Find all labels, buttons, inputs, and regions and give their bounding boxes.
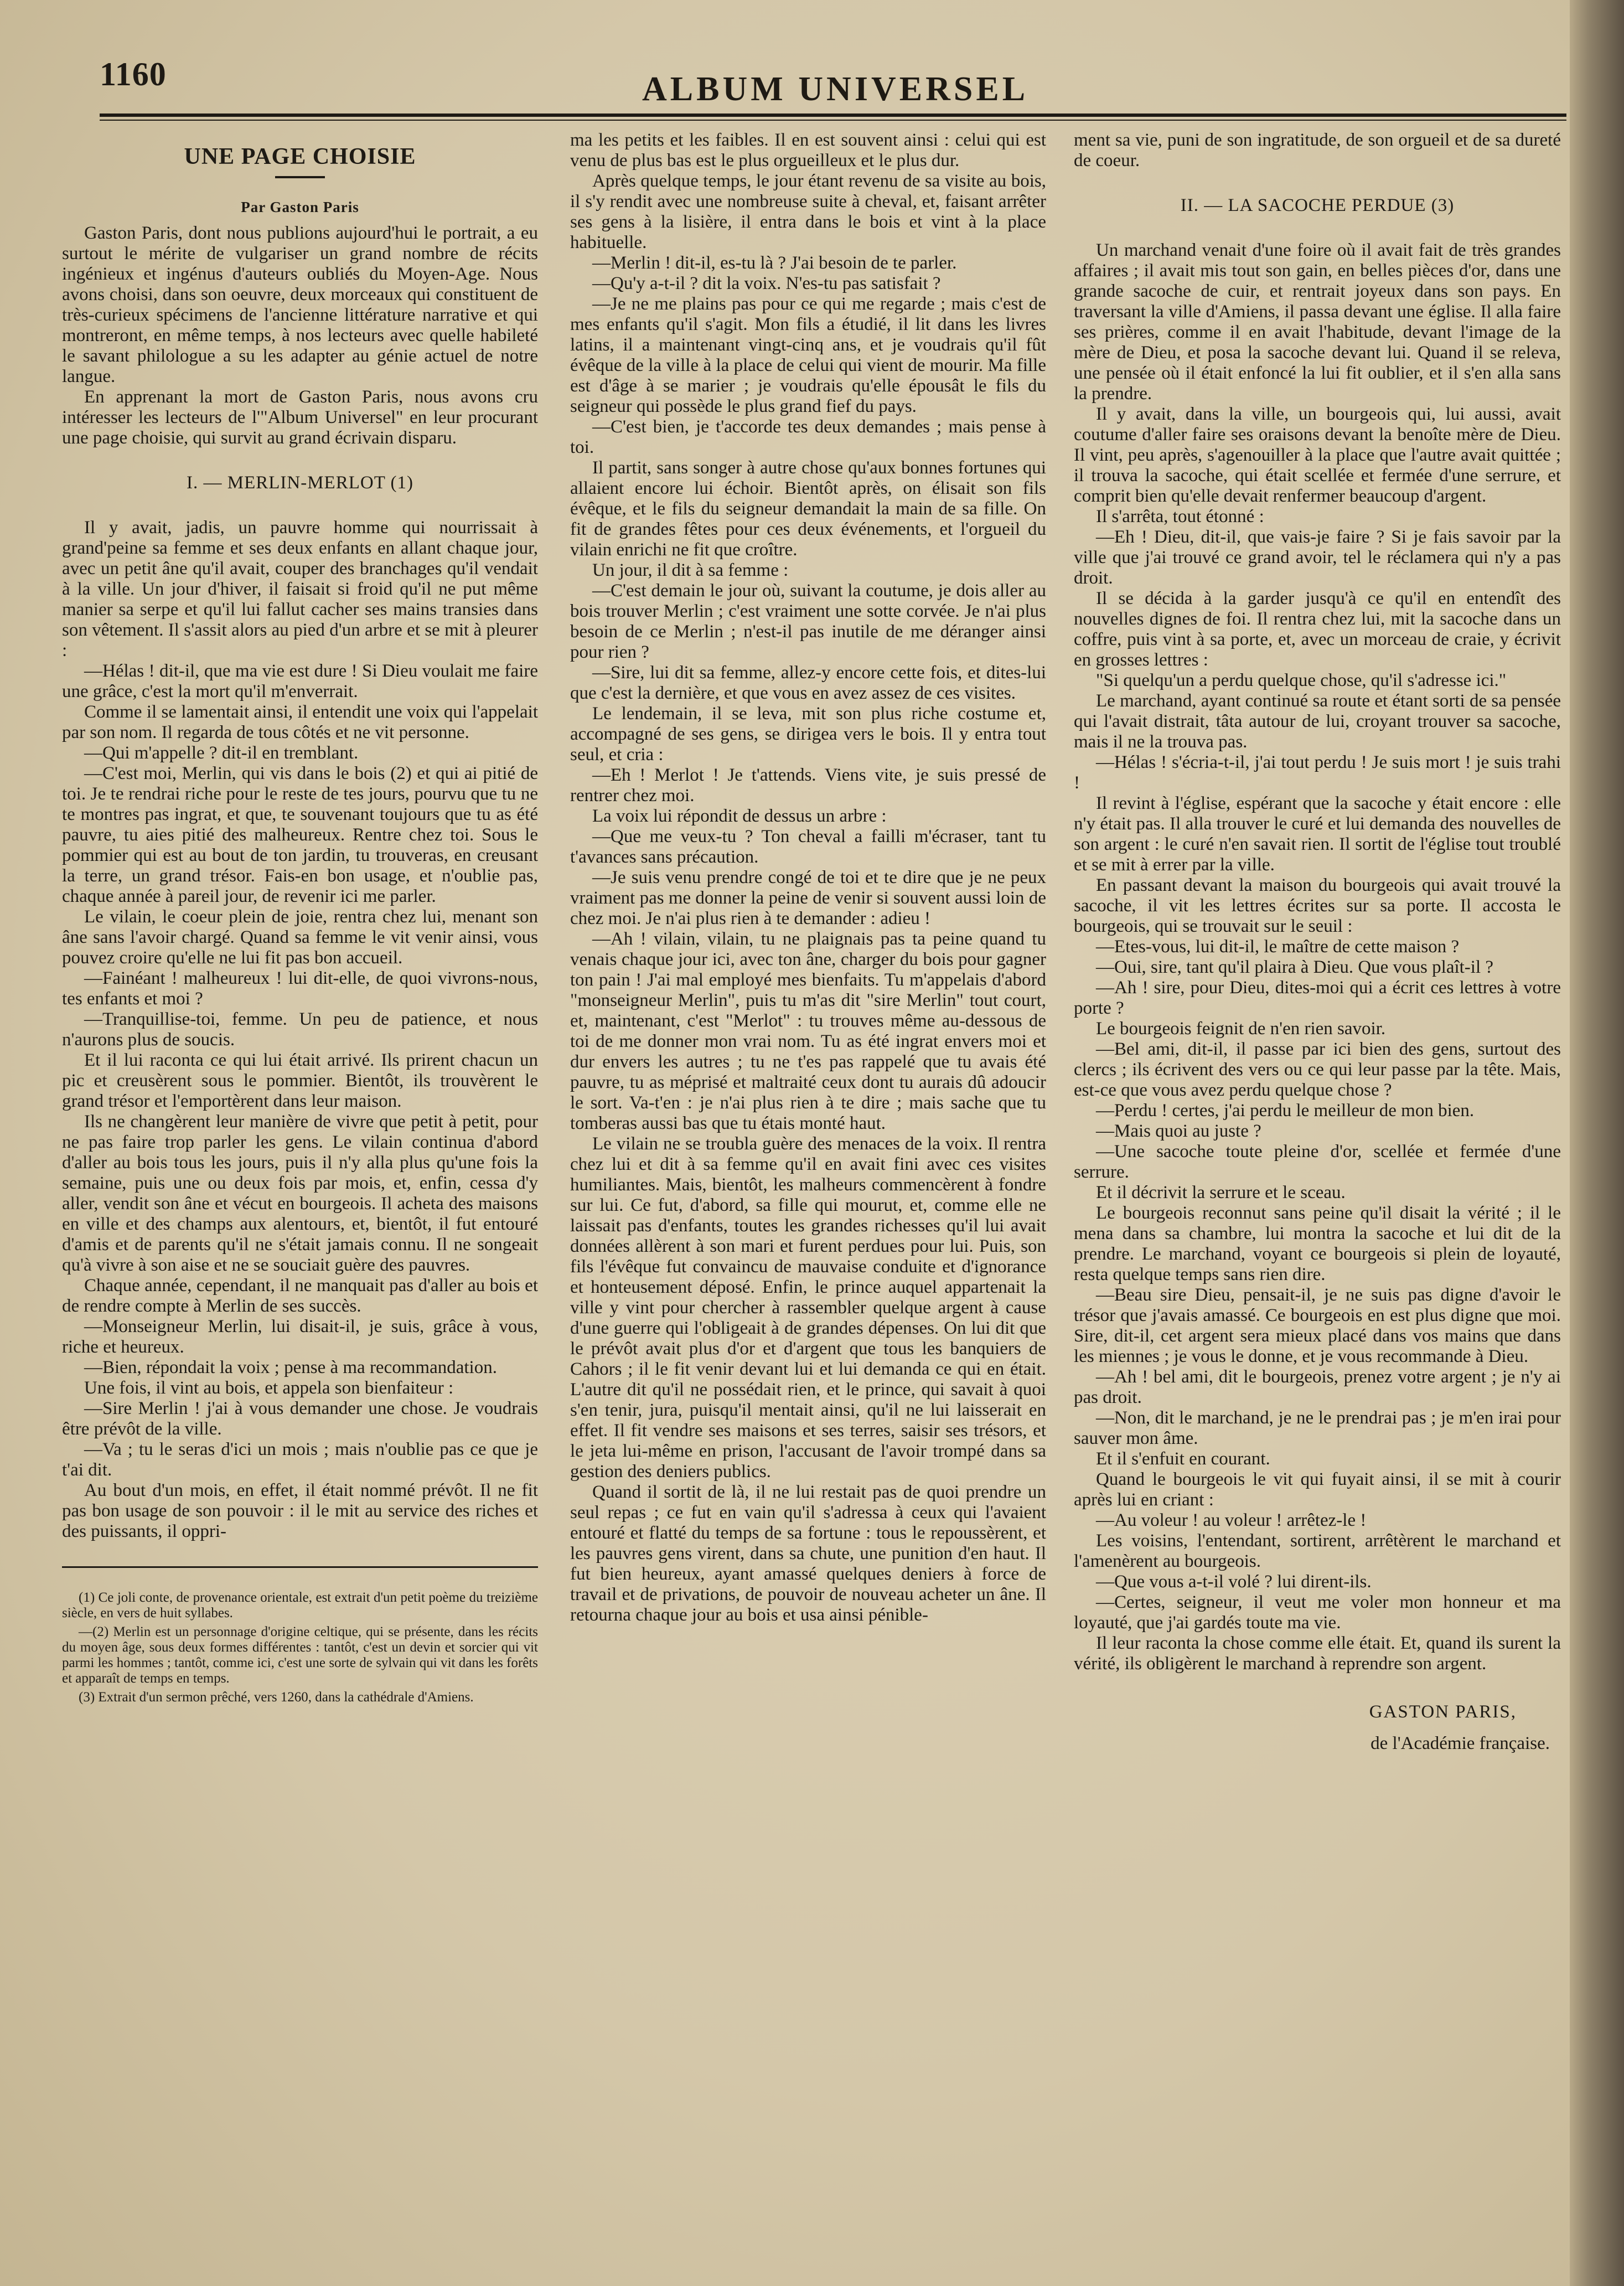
header-rule-thick [100, 113, 1566, 117]
section-title-merlin: I. — MERLIN-MERLOT (1) [186, 473, 413, 493]
paragraph: —Qui m'appelle ? dit-il en tremblant. [84, 743, 359, 763]
paragraph: Au bout d'un mois, en effet, il était nommé prévôt. Il ne fit pas bon usage de son pouvoir : il le mit au service des riches et des puissants, il oppri- [62, 1480, 538, 1541]
paragraph: Un marchand venait d'une foire où il avait fait de très grandes affaires ; il avait mis tout son gain, en belles pièces d'or, dans une grande sacoche de cuir, et rentrait joyeux dans son pays. En traversant la ville d'Amiens, il passa devant une église. Il alla faire ses prières, comme il en avait l'habitude, devant l'image de la mère de Dieu, et posa la sacoche devant lui. Quand il se releva, une pensée où il était enfoncé la lui fit oublier, et il s'en alla sans la prendre. [1074, 240, 1561, 404]
paragraph: —Je ne me plains pas pour ce qui me regarde ; mais c'est de mes enfants qu'il s'agit. Mon fils a étudié, il lit dans les livres latins, il a maintenant vingt-cinq ans, et je voudrais qu'il fût évêque de la ville à la place de celui qui vient de mourir. Ma fille est d'âge à se marier ; je voudrais qu'elle épousât le fils du seigneur qui possède le plus grand fief du pays. [570, 294, 1046, 416]
paragraph: Le vilain ne se troubla guère des menaces de la voix. Il rentra chez lui et dit à sa femme qu'il en avait fini avec ces visites humiliantes. Mais, bientôt, les malheurs commencèrent à fondre sur lui. Ce fut, d'abord, sa fille qui mourut, et, comme elle ne laissait pas d'enfants, toutes les grandes richesses qu'il lui avait données allèrent à son mari et furent perdues pour lui. Puis, son fils l'évêque fut convaincu de mauvaise conduite et d'ignorance et honteusement déposé. Enfin, le prince auquel appartenait la ville y vint pour chercher à rassembler quelque argent à cause d'une guerre qui l'obligeait à de grandes dépenses. On lui dit que le prévôt avait plus d'or et d'argent que tous les banquiers de Cahors ; il le fit venir devant lui et lui demanda ce qui en était. L'autre dit qu'il ne possédait rien, et le prince, qui savait à quoi s'en tenir, jura, puisqu'il mentait ainsi, qu'il ne lui laisserait en effet. Il fit vendre ses maisons et ses terres, saisir ses trésors, et le jeta lui-même en prison, l'accusant de l'avoir trompé dans sa gestion des deniers publics. [570, 1134, 1046, 1482]
header-rule-thin [100, 120, 1566, 121]
paragraph: Et il décrivit la serrure et le sceau. [1096, 1183, 1346, 1203]
paragraph: Gaston Paris, dont nous publions aujourd'hui le portrait, a eu surtout le mérite de vulgariser un grand nombre de récits ingénieux et ingénus d'auteurs oubliés du Moyen-Age. Nous avons choisi, dans son oeuvre, deux morceaux qui constituent de très-curieux spécimens de l'ancienne littérature narrative et qui montreront, en même temps, à nos lecteurs avec quelle habileté le savant philologue a su les adapter au génie actuel de notre langue. [62, 223, 538, 386]
paragraph: Un jour, il dit à sa femme : [592, 560, 789, 580]
paragraph: Il leur raconta la chose comme elle était. Et, quand ils surent la vérité, ils obligèrent le marchand à reprendre son argent. [1074, 1633, 1561, 1674]
paragraph: Comme il se lamentait ainsi, il entendit une voix qui l'appelait par son nom. Il regarda de tous côtés et ne vit personne. [62, 702, 538, 742]
paragraph: —Ah ! bel ami, dit le bourgeois, prenez votre argent ; je n'y ai pas droit. [1074, 1367, 1561, 1407]
paragraph: Le bourgeois feignit de n'en rien savoir. [1096, 1019, 1386, 1039]
paragraph: ment sa vie, puni de son ingratitude, de son orgueil et de sa dureté de coeur. [1074, 130, 1561, 171]
paragraph: Après quelque temps, le jour étant revenu de sa visite au bois, il s'y rendit avec une nombreuse suite à cheval, et, faisant arrêter ses gens à la lisière, il entra dans le bois et vint à la place habituelle. [570, 171, 1046, 252]
paragraph: Le lendemain, il se leva, mit son plus riche costume et, accompagné de ses gens, se dirigea vers le bois. Il y entra tout seul, et cria : [570, 704, 1046, 765]
paragraph: Les voisins, l'entendant, sortirent, arrêtèrent le marchand et l'amenèrent au bourgeois. [1074, 1531, 1561, 1571]
paragraph: —Qu'y a-t-il ? dit la voix. N'es-tu pas satisfait ? [592, 274, 941, 293]
byline: Par Gaston Paris [241, 199, 359, 215]
paragraph: —Bien, répondait la voix ; pense à ma recommandation. [84, 1358, 497, 1377]
paragraph: —Sire, lui dit sa femme, allez-y encore cette fois, et dites-lui que c'est la dernière, et que vous en avez assez de ces visites. [570, 663, 1046, 703]
paragraph: —Etes-vous, lui dit-il, le maître de cette maison ? [1096, 937, 1460, 957]
paragraph: —(2) Merlin est un personnage d'origine celtique, qui se présente, dans les récits du moyen âge, sous deux formes différentes : tantôt, c'est un devin et sorcier qui vit parmi les hommes ; tantôt, comme ici, c'est une sorte de sylvain qui vit dans les forêts et apparaît de temps en temps. [62, 1624, 538, 1686]
paragraph: Et il s'enfuit en courant. [1096, 1449, 1270, 1469]
paragraph: Il y avait, dans la ville, un bourgeois qui, lui aussi, avait coutume d'aller faire ses oraisons devant la benoîte mère de Dieu. Il vint, peu après, s'agenouiller à la place que l'autre avait quittée ; il trouva la sacoche, qui était scellée et fermée d'une serrure, et comprit bien qu'elle devait renfermer beaucoup d'argent. [1074, 404, 1561, 506]
column-3 [1074, 130, 1561, 1754]
section-title-sacoche: II. — LA SACOCHE PERDUE (3) [1180, 195, 1455, 215]
paragraph: —Beau sire Dieu, pensait-il, je ne suis pas digne d'avoir le trésor que j'avais amassé. Ce bourgeois en est plus digne que moi. Sire, dit-il, cet argent sera mieux placé dans vos mains que dans les miennes ; je vous le donne, et je vous recommande à Dieu. [1074, 1285, 1561, 1366]
paragraph: —Fainéant ! malheureux ! lui dit-elle, de quoi vivrons-nous, tes enfants et moi ? [62, 968, 538, 1009]
journal-title: ALBUM UNIVERSEL [642, 70, 1029, 108]
paragraph: —Hélas ! dit-il, que ma vie est dure ! Si Dieu voulait me faire une grâce, c'est la mort qu'il m'enverrait. [62, 661, 538, 701]
paragraph: Il se décida à la garder jusqu'à ce qu'il en entendît des nouvelles dignes de foi. Il rentra chez lui, mit la sacoche dans un coffre, puis vint à sa porte, et, avec un morceau de craie, y écrivit en grosses lettres : [1074, 589, 1561, 670]
paragraph: Quand le bourgeois le vit qui fuyait ainsi, il se mit à courir après lui en criant : [1074, 1469, 1561, 1510]
paragraph: —Non, dit le marchand, je ne le prendrai pas ; je m'en irai pour sauver mon âme. [1074, 1408, 1561, 1448]
paragraph: —Va ; tu le seras d'ici un mois ; mais n'oublie pas ce que je t'ai dit. [62, 1439, 538, 1480]
paragraph: —Ah ! vilain, vilain, tu ne plaignais pas ta peine quand tu venais chaque jour ici, avec ton âne, charger du bois pour gagner ton pain ! J'ai mal employé mes bienfaits. Tu m'appelais d'abord "monseigneur Merlin", puis tu m'as dit "sire Merlin" tout court, et, maintenant, c'est "Merlot" : tu trouves même au-dessous de toi de me donner mon vrai nom. Tu as été ingrat envers moi et dur envers les autres ; tu ne t'es pas rappelé que tu avais été pauvre, tu as méprisé et maltraité ceux dont tu aurais dû adoucir le sort. Va-t'en : je n'ai plus rien à te dire ; mais sache que tu tomberas aussi bas que tu étais monté haut. [570, 929, 1046, 1133]
paragraph: La voix lui répondit de dessus un arbre : [592, 806, 887, 826]
paragraph: —Ah ! sire, pour Dieu, dites-moi qui a écrit ces lettres à votre porte ? [1074, 978, 1561, 1018]
paragraph: —Monseigneur Merlin, lui disait-il, je suis, grâce à vous, riche et heureux. [62, 1317, 538, 1357]
paragraph: —C'est moi, Merlin, qui vis dans le bois (2) et qui ai pitié de toi. Je te rendrai riche pour le reste de tes jours, pourvu que tu ne te montres pas ingrat, et que, te souvenant toujours que tu as été pauvre, tu aies pitié des malheureux. Rentre chez toi. Sous le pommier qui est au bout de ton jardin, tu trouveras, en creusant la terre, un grand trésor. Fais-en bon usage, et n'oublie pas, chaque année à pareil jour, de revenir ici me parler. [62, 763, 538, 906]
paragraph: —Sire Merlin ! j'ai à vous demander une chose. Je voudrais être prévôt de la ville. [62, 1399, 538, 1439]
paragraph: Le vilain, le coeur plein de joie, rentra chez lui, menant son âne sans l'avoir chargé. Quand sa femme le vit venir ainsi, vous pouvez croire qu'elle ne lui fit pas bon accueil. [62, 907, 538, 968]
story-merlin-part2 [570, 130, 1046, 1626]
story-merlin-part1 [62, 518, 538, 1542]
page-number: 1160 [100, 56, 167, 92]
paragraph: —Au voleur ! au voleur ! arrêtez-le ! [1096, 1510, 1367, 1530]
column-1 [62, 130, 538, 1709]
article-title: UNE PAGE CHOISIE [184, 144, 416, 169]
paragraph: (1) Ce joli conte, de provenance orientale, est extrait d'un petit poème du treizième siècle, en vers de huit syllabes. [62, 1590, 538, 1621]
paragraph: Ils ne changèrent leur manière de vivre que petit à petit, pour ne pas faire trop parler les gens. Le vilain continua d'abord d'aller au bois tous les jours, puis il n'y alla plus qu'une fois la semaine, puis une ou deux fois par mois, et, enfin, cessa d'y aller, vendit son âne et vécut en bourgeois. Il acheta des maisons en ville et des champs aux alentours, et, bientôt, il fut entouré d'amis et de parents qu'il ne s'était jamais connu. Il ne songeait qu'à vivre à son aise et ne se souciait guère des pauvres. [62, 1112, 538, 1275]
story-sacoche [1074, 240, 1561, 1674]
signature [1074, 1702, 1561, 1754]
author-affiliation: de l'Académie française. [1370, 1733, 1550, 1753]
paragraph: —C'est bien, je t'accorde tes deux demandes ; mais pense à toi. [570, 417, 1046, 457]
paragraph: Il partit, sans songer à autre chose qu'aux bonnes fortunes qui allaient encore lui échoir. Bientôt après, on élisait son fils évêque, et le fils du seigneur demandait la main de sa fille. On fit de grandes fêtes pour ces deux événements, et l'orgueil du vilain enrichi ne fit que croître. [570, 458, 1046, 560]
paragraph: —C'est demain le jour où, suivant la coutume, je dois aller au bois trouver Merlin ; c'est vraiment une sotte corvée. Je n'ai plus besoin de ce Merlin ; n'est-il pas inutile de me déranger ainsi pour rien ? [570, 581, 1046, 662]
paragraph: Il s'arrêta, tout étonné : [1096, 507, 1264, 527]
paragraph: —Oui, sire, tant qu'il plaira à Dieu. Que vous plaît-il ? [1096, 957, 1494, 977]
intro-paragraphs [62, 223, 538, 448]
page-edge-shadow [1570, 0, 1624, 2286]
paragraph: Le marchand, ayant continué sa route et étant sorti de sa pensée qui l'avait distrait, tâta autour de lui, croyant trouver sa sacoche, mais il ne la trouva pas. [1074, 691, 1561, 752]
paragraph: —Merlin ! dit-il, es-tu là ? J'ai besoin de te parler. [592, 253, 957, 273]
paragraph: —Que me veux-tu ? Ton cheval a failli m'écraser, tant tu t'avances sans précaution. [570, 827, 1046, 867]
paragraph: —Que vous a-t-il volé ? lui dirent-ils. [1096, 1572, 1372, 1592]
paragraph: Il revint à l'église, espérant que la sacoche y était encore : elle n'y était pas. Il alla trouver le curé et lui demanda des nouvelles de son argent : le curé n'en savait rien. Il sortit de l'église tout troublé et se mit à errer par la ville. [1074, 793, 1561, 875]
title-divider [275, 176, 325, 178]
paragraph: —Perdu ! certes, j'ai perdu le meilleur de mon bien. [1096, 1101, 1475, 1121]
paragraph: Le bourgeois reconnut sans peine qu'il disait la vérité ; il le mena dans sa chambre, lui montra la sacoche et lui dit de la prendre. Le marchand, voyant ce bourgeois si plein de loyauté, resta quelque temps sans rien dire. [1074, 1203, 1561, 1284]
story-merlin-ending [1074, 130, 1561, 171]
paragraph: —Mais quoi au juste ? [1096, 1121, 1261, 1141]
paragraph: —Certes, seigneur, il veut me voler mon honneur et ma loyauté, que j'ai gardés toute ma vie. [1074, 1592, 1561, 1633]
paragraph: —Tranquillise-toi, femme. Un peu de patience, et nous n'aurons plus de soucis. [62, 1009, 538, 1050]
paragraph: —Je suis venu prendre congé de toi et te dire que je ne peux vraiment pas me donner la peine de venir si souvent aussi loin de chez moi. Je n'ai plus rien à te demander : adieu ! [570, 868, 1046, 928]
page-header [100, 55, 1566, 122]
footnotes [62, 1566, 538, 1705]
paragraph: —Bel ami, dit-il, il passe par ici bien des gens, surtout des clercs ; ils écrivent des vers ou ce qui leur passe par la tête. Mais, est-ce que vous avez perdu quelque chose ? [1074, 1039, 1561, 1100]
paragraph: Il y avait, jadis, un pauvre homme qui nourrissait à grand'peine sa femme et ses deux enfants en allant chaque jour, avec un petit âne qu'il avait, couper des branchages qu'il vendait à la ville. Un jour d'hiver, il faisait si froid qu'il ne put même manier sa serpe et qu'il lui fallut cacher ses mains transies dans son vêtement. Il s'assit alors au pied d'un arbre et se mit à pleurer : [62, 518, 538, 660]
paragraph: —Eh ! Merlot ! Je t'attends. Viens vite, je suis pressé de rentrer chez moi. [570, 765, 1046, 806]
paragraph: Et il lui raconta ce qui lui était arrivé. Ils prirent chacun un pic et creusèrent sous le pommier. Bientôt, ils trouvèrent le grand trésor et l'emportèrent dans leur maison. [62, 1050, 538, 1111]
paragraph: "Si quelqu'un a perdu quelque chose, qu'il s'adresse ici." [1096, 670, 1507, 690]
paragraph: —Eh ! Dieu, dit-il, que vais-je faire ? Si je fais savoir par la ville que j'ai trouvé ce grand avoir, tel le réclamera qui n'y a pas droit. [1074, 527, 1561, 588]
paragraph: (3) Extrait d'un sermon prêché, vers 1260, dans la cathédrale d'Amiens. [79, 1690, 474, 1705]
author-name: GASTON PARIS, [1369, 1702, 1517, 1722]
paragraph: —Une sacoche toute pleine d'or, scellée et fermée d'une serrure. [1074, 1142, 1561, 1182]
paragraph: Quand il sortit de là, il ne lui restait pas de quoi prendre un seul repas ; ce fut en vain qu'il s'adressa à ceux qui l'avaient entouré et flatté du temps de sa fortune : tous le repoussèrent, et les pauvres gens virent, dans sa chute, une punition d'en haut. Il fut bien heureux, ayant amassé quelques deniers à force de travail et de privations, de pouvoir de nouveau acheter un âne. Il retourna chaque jour au bois et usa ainsi pénible- [570, 1482, 1046, 1625]
paragraph: —Hélas ! s'écria-t-il, j'ai tout perdu ! Je suis mort ! je suis trahi ! [1074, 752, 1561, 793]
paragraph: Une fois, il vint au bois, et appela son bienfaiteur : [84, 1378, 454, 1398]
paragraph: ma les petits et les faibles. Il en est souvent ainsi : celui qui est venu de plus bas est le plus orgueilleux et le plus dur. [570, 130, 1046, 171]
paragraph: En apprenant la mort de Gaston Paris, nous avons cru intéresser les lecteurs de l'"Album Universel" en leur procurant une page choisie, qui survit au grand écrivain disparu. [62, 387, 538, 448]
column-2 [570, 130, 1046, 1626]
paragraph: En passant devant la maison du bourgeois qui avait trouvé la sacoche, il vit les lettres écrites sur sa porte. Il accosta le bourgeois, qui se trouvait sur le seuil : [1074, 875, 1561, 936]
paragraph: Chaque année, cependant, il ne manquait pas d'aller au bois et de rendre compte à Merlin de ses succès. [62, 1276, 538, 1316]
